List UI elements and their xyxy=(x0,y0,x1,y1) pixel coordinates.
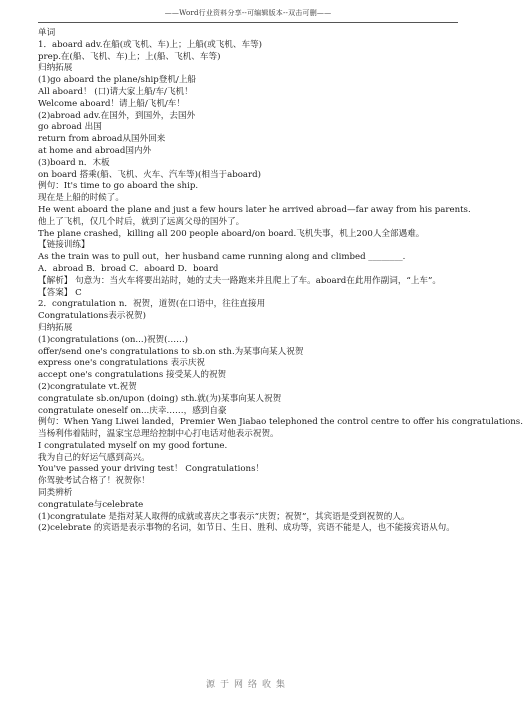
text-line: (3)board n．木板 xyxy=(38,157,110,168)
header-divider xyxy=(38,22,458,23)
text-line: 归纳拓展 xyxy=(38,63,73,74)
text-line: on board 搭乘(船、飞机、火车、汽车等)(相当于aboard) xyxy=(38,169,262,180)
text-line: return from abroad从国外回来 xyxy=(38,134,166,145)
document-body xyxy=(38,28,523,535)
page-footer: 源于网络收集 xyxy=(205,680,290,690)
text-line: He went aboard the plane and just a few hours later he arrived abroad—far away from his parents. xyxy=(38,204,471,215)
text-line: Welcome aboard！请上船/飞机/车！ xyxy=(38,98,185,109)
text-line: 2．congratulation n．祝贺，道贺(在口语中，往往直接用 xyxy=(38,299,266,310)
text-line: 你驾驶考试合格了！祝贺你！ xyxy=(38,476,150,487)
text-line: 现在是上船的时候了。 xyxy=(38,193,124,204)
text-line: 【答案】 C xyxy=(38,287,82,298)
text-line: All aboard！ (口)请大家上船/车/飞机！ xyxy=(38,86,193,97)
text-line: (2)abroad adv.在国外，到国外，去国外 xyxy=(38,110,196,121)
text-line: 【解析】 句意为：当火车将要出站时，她的丈夫一路跑来并且爬上了车。aboard在此用作副词，“上车”。 xyxy=(38,275,441,286)
text-line: prep.在(船、飞机、车)上；上(船、飞机、车等) xyxy=(38,51,221,62)
text-line: congratulate与celebrate xyxy=(38,499,144,510)
text-line: (1)congratulate 是指对某人取得的成就或喜庆之事表示“庆贺；祝贺”，其宾语是受到祝贺的人。 xyxy=(38,511,410,522)
text-line: 同类辨析 xyxy=(38,488,73,499)
text-line: The plane crashed，killing all 200 people aboard/on board.飞机失事，机上200人全部遇难。 xyxy=(38,228,425,239)
text-line: congratulate sb.on/upon (doing) sth.就(为)某事向某人祝贺 xyxy=(38,393,282,404)
text-line: express one's congratulations 表示庆祝 xyxy=(38,358,206,369)
text-line: 我为自己的好运气感到高兴。 xyxy=(38,452,150,463)
text-line: (1)go aboard the plane/ship登机/上船 xyxy=(38,75,197,86)
text-line: A．abroad B．broad C．aboard D．board xyxy=(38,263,219,274)
text-line: go abroad 出国 xyxy=(38,122,102,133)
text-line: 例句：It's time to go aboard the ship. xyxy=(38,181,199,192)
text-line: 【链接训练】 xyxy=(38,240,90,251)
text-line: 例句：When Yang Liwei landed，Premier Wen Jiabao telephoned the control centre to offer his congratulations. xyxy=(38,417,523,428)
text-line: I congratulated myself on my good fortune. xyxy=(38,440,228,451)
text-line: 他上了飞机，仅几个时后，就到了远离父母的国外了。 xyxy=(38,216,245,227)
text-line: (2)celebrate 的宾语是表示事物的名词，如节日、生日、胜利、成功等，宾语不能是人，也不能接宾语从句。 xyxy=(38,523,455,534)
text-line: As the train was to pull out，her husband came running along and climbed ________. xyxy=(38,252,406,263)
text-line: accept one's congratulations 接受某人的祝贺 xyxy=(38,370,227,381)
text-line: offer/send one's congratulations to sb.on sth.为某事向某人祝贺 xyxy=(38,346,304,357)
text-line: Congratulations表示祝贺) xyxy=(38,311,146,322)
text-line: congratulate oneself on...庆幸……，感到自豪 xyxy=(38,405,227,416)
text-line: (2)congratulate vt.祝贺 xyxy=(38,381,137,392)
text-line: 单词 xyxy=(38,28,56,38)
text-line: (1)congratulations (on...)祝贺(……) xyxy=(38,334,189,345)
text-line: 1．aboard adv.在船(或飞机、车)上；上船(或飞机、车等) xyxy=(38,39,263,50)
text-line: You've passed your driving test！ Congratulations！ xyxy=(38,464,265,475)
text-line: 当杨利伟着陆时，温家宝总理给控制中心打电话对他表示祝贺。 xyxy=(38,429,279,440)
page-header: ——Word行业资料分享--可编辑版本--双击可删—— xyxy=(164,9,332,17)
text-line: 归纳拓展 xyxy=(38,322,73,333)
text-line: at home and abroad国内外 xyxy=(38,145,152,156)
